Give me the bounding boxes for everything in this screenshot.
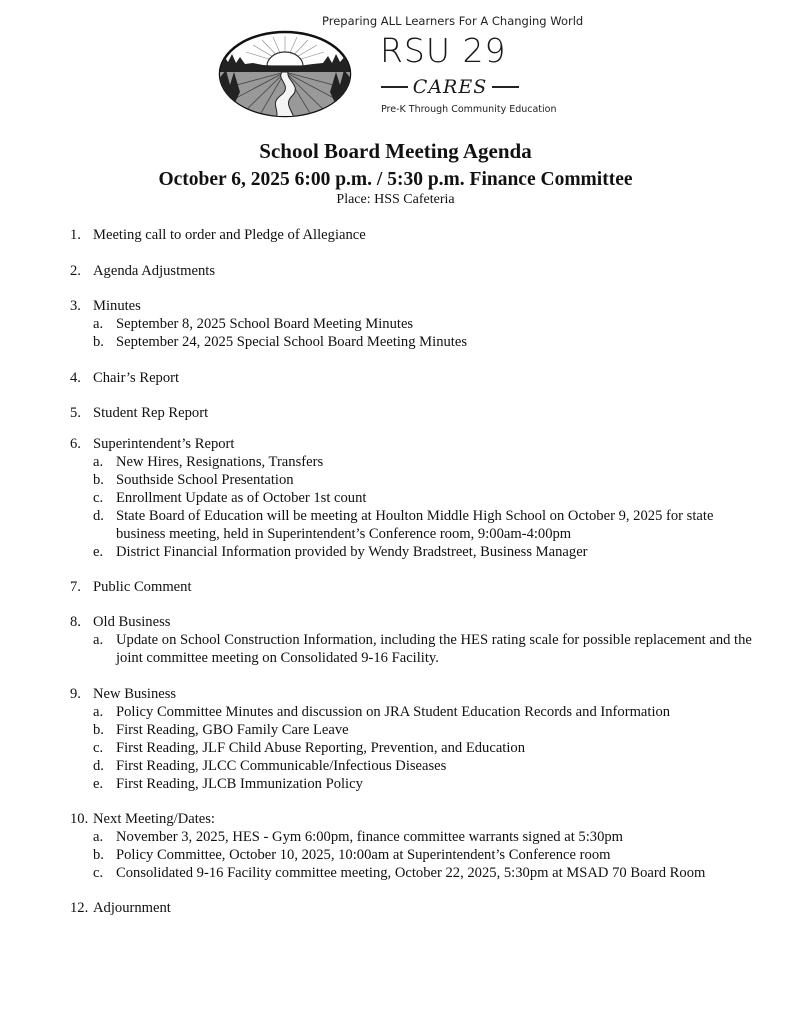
- subitem-text: Policy Committee Minutes and discussion on JRA Student Education Records and Information: [116, 704, 671, 720]
- subitem-text: Update on School Construction Information, including the HES rating scale for possible replacement and the joint committee meeting on Consolidated 9-16 Facility.: [116, 632, 752, 666]
- subitem-text: First Reading, JLF Child Abuse Reporting, Prevention, and Education: [116, 740, 525, 756]
- subitem-text: Policy Committee, October 10, 2025, 10:00am at Superintendent’s Conference room: [116, 847, 611, 863]
- item-number: 7.: [70, 579, 81, 595]
- item-text: Agenda Adjustments: [93, 263, 216, 279]
- item-number: 1.: [70, 227, 81, 243]
- dash-divider: [492, 86, 519, 88]
- item-number: 10.: [70, 811, 89, 827]
- item-text: Chair’s Report: [93, 370, 180, 386]
- subitem-letter: a.: [93, 829, 104, 845]
- dash-divider: [381, 86, 408, 88]
- subitem-letter: c.: [93, 490, 104, 506]
- cares-wordmark: [381, 76, 519, 98]
- subitem-text: Enrollment Update as of October 1st count: [116, 490, 367, 506]
- subitem-text: November 3, 2025, HES - Gym 6:00pm, finance committee warrants signed at 5:30pm: [116, 829, 624, 845]
- subitem-letter: d.: [93, 758, 104, 774]
- subitem-text: First Reading, JLCC Communicable/Infectious Diseases: [116, 758, 447, 774]
- item-number: 12.: [70, 900, 89, 916]
- subitem-letter: b.: [93, 334, 104, 350]
- item-number: 8.: [70, 614, 81, 630]
- item-text: Public Comment: [93, 579, 192, 595]
- document-title-block: [0, 138, 791, 208]
- item-text: Meeting call to order and Pledge of Allegiance: [93, 227, 366, 243]
- item-number: 5.: [70, 405, 81, 421]
- subitem-letter: b.: [93, 847, 104, 863]
- subitem-letter: a.: [93, 454, 104, 470]
- subitem-text: September 8, 2025 School Board Meeting Minutes: [116, 316, 414, 332]
- item-number: 3.: [70, 298, 81, 314]
- subitem-text: State Board of Education will be meeting at Houlton Middle High School on October 9, 2025 for state business meeting, held in Superintendent’s Conference room, 9:00am-4:00pm: [116, 508, 714, 542]
- meeting-date: October 6, 2025 6:00 p.m. / 5:30 p.m. Finance Committee: [158, 169, 633, 190]
- subitem-letter: e.: [93, 776, 104, 792]
- subitem-text: September 24, 2025 Special School Board Meeting Minutes: [116, 334, 468, 350]
- subitem-letter: b.: [93, 472, 104, 488]
- item-number: 6.: [70, 436, 81, 452]
- meeting-place: Place: HSS Cafeteria: [336, 192, 455, 207]
- item-text: Old Business: [93, 614, 171, 630]
- subitem-letter: c.: [93, 865, 104, 881]
- subitem-letter: a.: [93, 316, 104, 332]
- item-text: Superintendent’s Report: [93, 436, 235, 452]
- letterhead: [0, 0, 791, 125]
- subitem-text: First Reading, GBO Family Care Leave: [116, 722, 349, 738]
- subitem-letter: a.: [93, 632, 104, 648]
- district-tagline: Preparing ALL Learners For A Changing World: [322, 14, 584, 28]
- subitem-text: District Financial Information provided by Wendy Bradstreet, Business Manager: [116, 544, 588, 560]
- item-text: Next Meeting/Dates:: [93, 811, 215, 827]
- subitem-letter: c.: [93, 740, 104, 756]
- subitem-letter: b.: [93, 722, 104, 738]
- subitem-text: Southside School Presentation: [116, 472, 294, 488]
- subitem-letter: e.: [93, 544, 104, 560]
- subitem-text: First Reading, JLCB Immunization Policy: [116, 776, 363, 792]
- item-text: Student Rep Report: [93, 405, 209, 421]
- item-text: Adjournment: [93, 900, 171, 916]
- page-title: School Board Meeting Agenda: [259, 139, 532, 163]
- cares-text: CARES: [412, 76, 488, 98]
- subitem-text: New Hires, Resignations, Transfers: [116, 454, 324, 470]
- subitem-letter: a.: [93, 704, 104, 720]
- subitem-text: Consolidated 9-16 Facility committee meeting, October 22, 2025, 5:30pm at MSAD 70 Board Room: [116, 865, 706, 881]
- landscape-logo-icon: [218, 30, 352, 118]
- item-number: 2.: [70, 263, 81, 279]
- item-number: 4.: [70, 370, 81, 386]
- district-subtagline: Pre-K Through Community Education: [381, 104, 557, 115]
- item-number: 9.: [70, 686, 81, 702]
- district-name: RSU 29: [380, 31, 507, 70]
- subitem-letter: d.: [93, 508, 104, 524]
- item-text: New Business: [93, 686, 177, 702]
- item-text: Minutes: [93, 298, 141, 314]
